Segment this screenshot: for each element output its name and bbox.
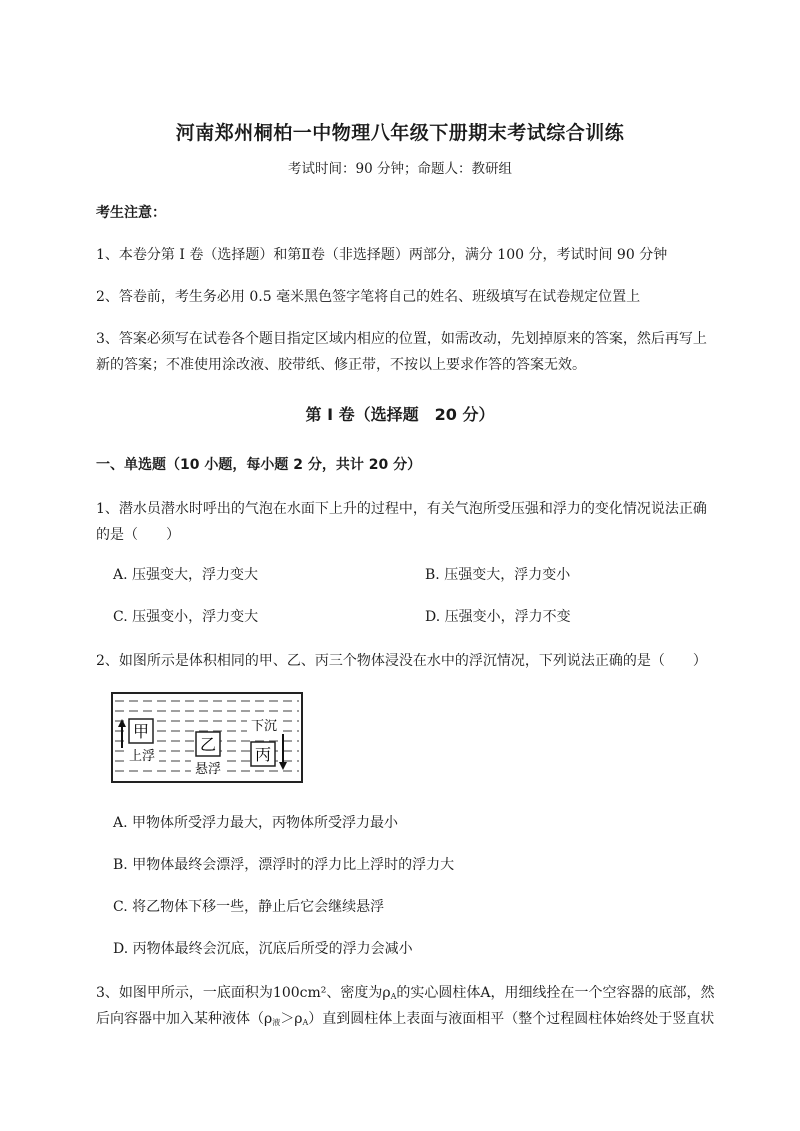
sink-label: 下沉 [250,719,278,734]
question-1-option-a: A. 压强变大，浮力变大 [113,567,259,583]
object-a-label: 甲 [132,722,150,741]
question-1-stem: 1、潜水员潜水时呼出的气泡在水面下上升的过程中，有关气泡所受压强和浮力的变化情况说法正确的是（ ） [96,501,707,543]
notice-item-3: 3、答案必须写在试卷各个题目指定区域内相应的位置，如需改动，先划掉原来的答案，然后再写上新的答案；不准使用涂改液、胶带纸、修正带，不按以上要求作答的答案无效。 [96,331,707,373]
exam-title: 河南郑州桐柏一中物理八年级下册期末考试综合训练 [175,122,625,144]
exam-subtitle: 考试时间：90 分钟；命题人：教研组 [288,161,512,177]
float-up-label: 上浮 [128,749,156,764]
question-2-option-a: A. 甲物体所受浮力最大，丙物体所受浮力最小 [113,815,399,831]
section-title: 第 I 卷（选择题 20 分） [305,405,495,424]
question-3-stem-line-2: 后向容器中加入某种液体$(\rho_液>\rho_A)$直到圆柱体上表面与液面相平（整个过程圆柱体始终处于竖直状 [96,1011,715,1027]
question-3-stem-line-1: 3、如图甲所示，一底面积为100cm²、密度为$\rho_A$的实心圆柱体A，用细线拴在一个空容器的底部，然 [96,985,715,1001]
question-2-option-d: D. 丙物体最终会沉底，沉底后所受的浮力会减小 [113,941,413,957]
question-2-option-c: C. 将乙物体下移一些，静止后它会继续悬浮 [113,899,385,915]
object-c-label: 丙 [254,745,272,764]
suspend-label: 悬浮 [194,762,222,777]
notice-item-2: 2、答卷前，考生务必用 0.5 毫米黑色签字笔将自己的姓名、班级填写在试卷规定位置上 [96,289,641,305]
notice-heading: 考生注意： [96,205,166,221]
notice-item-1: 1、本卷分第 I 卷（选择题）和第Ⅱ卷（非选择题）两部分，满分 100 分，考试时间 90 分钟 [96,247,668,263]
question-1-option-d: D. 压强变小，浮力不变 [425,609,571,625]
water-tank-diagram [111,692,303,783]
question-1-option-b: B. 压强变大，浮力变小 [425,567,571,583]
object-b-label: 乙 [199,735,217,754]
question-1-option-c: C. 压强变小，浮力变大 [113,609,259,625]
part-heading: 一、单选题（10 小题，每小题 2 分，共计 20 分） [96,457,422,473]
buoyancy-figure [111,692,303,783]
question-2-stem: 2、如图所示是体积相同的甲、乙、丙三个物体浸没在水中的浮沉情况，下列说法正确的是（ ） [96,653,707,669]
question-2-option-b: B. 甲物体最终会漂浮，漂浮时的浮力比上浮时的浮力大 [113,857,455,873]
